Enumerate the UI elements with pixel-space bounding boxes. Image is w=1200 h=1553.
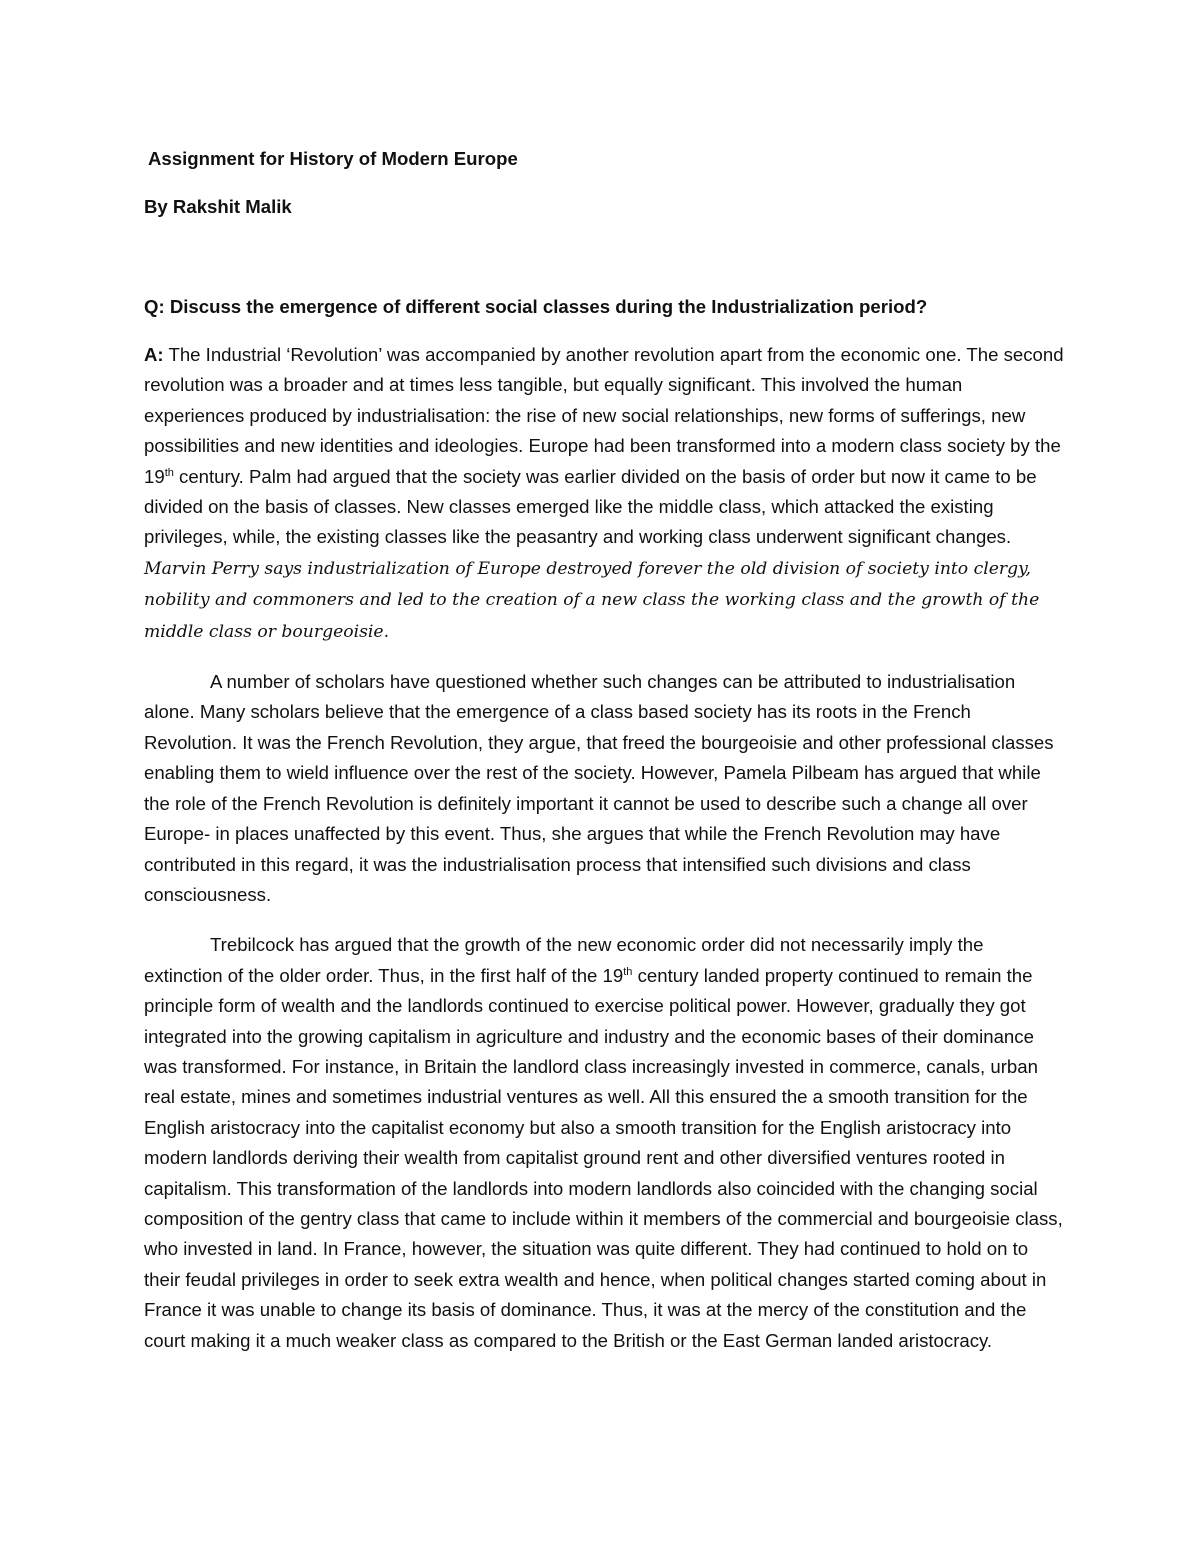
para1-text-a: The Industrial ‘Revolution’ was accompanied by another revolution apart from the economic one. The second revolution was a broader and at times less tangible, but equally significant. This involved the human experiences produced by industrialisation: the rise of new social relationships, new forms of sufferings, new possibilities and new identities and ideologies. Europe had been transformed into a modern class society by the 19: [144, 344, 1064, 487]
para3-text-a: Trebilcock has argued that the growth of the new economic order did not necessarily imply the extinction of the older order. Thus, in the first half of the 19: [144, 934, 984, 986]
answer-paragraph-1: [144, 340, 1064, 647]
document-title: Assignment for History of Modern Europe: [148, 148, 518, 169]
answer-paragraph-3: [144, 930, 1064, 1356]
answer-paragraph-2: A number of scholars have questioned whether such changes can be attributed to industrialisation alone. Many scholars believe that the emergence of a class based society has its roots in the French Revolution. It was the French Revolution, they argue, that freed the bourgeoisie and other professional classes enabling them to wield influence over the rest of the society. However, Pamela Pilbeam has argued that while the role of the French Revolution is definitely important it cannot be used to describe such a change all over Europe- in places unaffected by this event. Thus, she argues that while the French Revolution may have contributed in this regard, it was the industrialisation process that intensified such divisions and class consciousness.: [144, 671, 1054, 905]
answer-body: [144, 340, 1064, 1376]
question-label: Q:: [144, 296, 165, 317]
para3-text-b: century landed property continued to remain the principle form of wealth and the landlords continued to exercise political power. However, gradually they got integrated into the growing capitalism in agriculture and industry and the economic bases of their dominance was transformed. For instance, in Britain the landlord class increasingly invested in commerce, canals, urban real estate, mines and sometimes industrial ventures as well. All this ensured the a smooth transition for the English aristocracy into the capitalist economy but also a smooth transition for the English aristocracy into modern landlords deriving their wealth from capitalist ground rent and other diversified ventures rooted in capitalism. This transformation of the landlords into modern landlords also coincided with the changing social composition of the gentry class that came to include within it members of the commercial and bourgeoisie class, who invested in land. In France, however, the situation was quite different. They had continued to hold on to their feudal privileges in order to seek extra wealth and hence, when political changes started coming about in France it was unable to change its basis of dominance. Thus, it was at the mercy of the constitution and the court making it a much weaker class as compared to the British or the East German landed aristocracy.: [144, 964, 1063, 1351]
para1-quote: Marvin Perry says industrialization of Europe destroyed forever the old division of society into clergy, nobility and commoners and led to the creation of a new class the working class and the growth of the middle class or bourgeoisie.: [144, 558, 1040, 642]
para3-superscript: th: [623, 965, 633, 978]
para1-text-b: century. Palm had argued that the society was earlier divided on the basis of order but now it came to be divided on the basis of classes. New classes emerged like the middle class, which attacked the existing privileges, while, the existing classes like the peasantry and working class underwent significant changes.: [144, 465, 1037, 548]
document-author: By Rakshit Malik: [144, 196, 292, 217]
question-text: Discuss the emergence of different social classes during the Industrialization period?: [169, 296, 928, 317]
answer-label: A:: [144, 344, 164, 365]
question: [144, 292, 1074, 322]
para1-superscript: th: [164, 466, 174, 479]
